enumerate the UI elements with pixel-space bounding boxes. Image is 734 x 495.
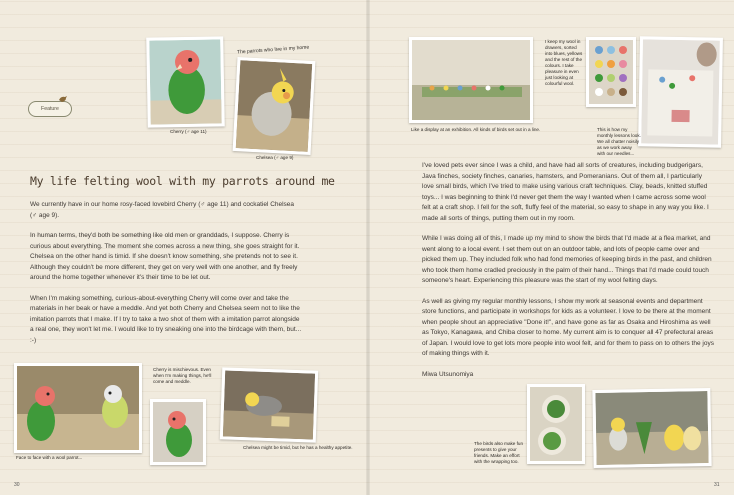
caption-exhibition: Like a display at an exhibition. All kinds of birds set out in a line.	[411, 127, 541, 132]
photo-lessons	[638, 36, 723, 147]
feature-label: Feature	[41, 106, 59, 112]
author-signature: Miwa Utsunomiya	[422, 370, 474, 378]
photo-cherry	[146, 36, 225, 127]
photo-exhibition	[409, 37, 533, 123]
photo-presents-1	[527, 384, 585, 464]
feature-tag	[28, 101, 72, 117]
right-para-1: I've loved pets ever since I was a child, and have had all sorts of creatures, including budgerigars, Java finches, society finches, canaries, hamsters, and Pomeranians. Out of them all, I particularly love small birds, which I've tried to make using various craft techniques. Clay, beads, knitted stuffed toys... I was beginning to think I'd never get them the way I wanted when I came across some wool felt at a craft shop. I fell for the soft, fluffy feel of the material, so easy to shape in any way you like. I made all sorts of things, putting them out in my room.	[422, 162, 709, 222]
article-title: My life felting wool with my parrots around me	[30, 174, 335, 188]
caption-presents: The birds also make fun presents to give your friends. Make an effort with the wrapping too.	[474, 441, 524, 464]
photo-mischievous	[150, 399, 206, 465]
right-para-2: While I was doing all of this, I made up my mind to show the birds that I'd made at a flea market, and went along to a local event. I set them out on an outdoor table, and lots of people came over and picked them up. They included folk who had fond memories of keeping birds in the past, and children who took them home cradled preciously in the palm of their hand... Things that I'd made could touch someone's heart. Experiencing this pleasure was the start of my wool felting days.	[422, 235, 712, 284]
caption-lessons: This is how my monthly lessons look. We all chatter noisily as we work away with our needles...	[597, 127, 641, 156]
right-para-3: As well as giving my regular monthly lessons, I show my work at seasonal events and department store functions, and participate in workshops for kids as a volunteer. I love to be there at the moment when people shout an appreciative "Done it!", and have gone as far as Osaka and Hiroshima as well as Tokyo, Kanagawa, and Chiba closer to home. My current aim is to conquer all 47 prefectural areas of Japan. I would love to get lots more people into wool felt, and for them to pass on to others the joys of making things with it.	[422, 297, 714, 357]
caption-parrots-home: The parrots who live in my home	[236, 44, 310, 56]
left-body	[30, 200, 302, 356]
caption-chelsea: Chelsea (♂ age 9)	[256, 155, 294, 160]
left-intro: We currently have in our home rosy-faced lovebird Cherry (♂ age 11) and cockatiel Chelsea (♂ age 9).	[30, 201, 295, 219]
photo-face-to-face	[14, 363, 142, 453]
caption-wool-drawers: I keep my wool in drawers, sorted into blues, yellows and the rest of the colours. I take pleasure in even just looking at colourful wool.	[545, 39, 583, 86]
left-para-3: When I'm making something, curious-about-everything Cherry will come over and take the materials in her beak or have a meddle. And yet both Cherry and Chelsea seem not to like the imitation parrots that I make. If I try to take a two shot of them with a imitation parrot alongside a real one, they won't let me. I would like to try sneaking one into the birdcage with them, but... :-)	[30, 294, 302, 344]
left-para-2: In human terms, they'd both be something like old men or granddads, I suppose. Cherry is curious about everything. The moment she comes across a new thing, she goes straight for it. Chelsea on the other hand is timid. If she doesn't know something, she pretends not to see it. Although they couldn't be more different, they get on very well with one another, and fly freely around the home together whenever it's their time to be let out.	[30, 232, 300, 281]
page-number-right: 31	[714, 482, 720, 488]
photo-presents-2	[592, 388, 711, 468]
bird-icon	[58, 95, 68, 103]
caption-mischievous: Cherry is mischievous. Even when I'm making things, he'll come and meddle.	[153, 367, 212, 384]
right-body	[422, 161, 714, 380]
caption-timid: Chelsea might be timid, but he has a healthy appetite.	[243, 445, 353, 450]
photo-chelsea	[233, 57, 316, 155]
photo-wool-drawers	[586, 37, 636, 107]
page-gutter	[366, 0, 370, 495]
page-number-left: 30	[14, 482, 20, 488]
caption-face-to-face: Face to face with a wool parrot...	[16, 455, 83, 460]
caption-cherry: Cherry (♂ age 11)	[170, 129, 207, 134]
photo-timid	[220, 367, 318, 442]
